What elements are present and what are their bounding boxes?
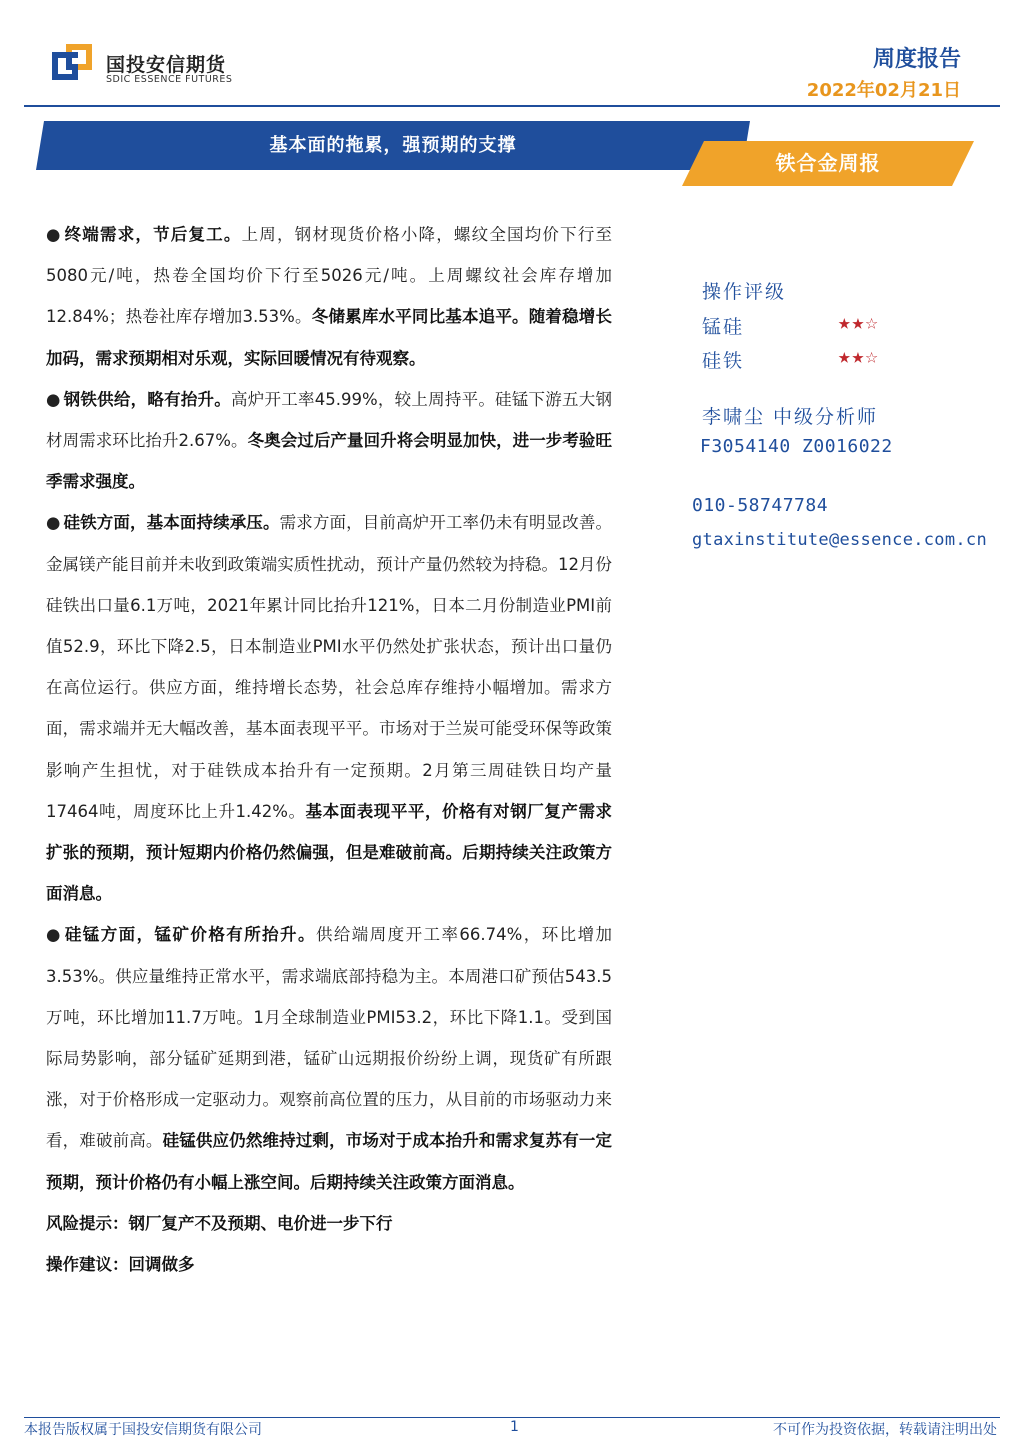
bullet-icon: ● (46, 389, 61, 409)
contact-phone: 010-58747784 (692, 495, 829, 516)
bullet-icon: ● (46, 513, 61, 533)
logo-chinese-name: 国投安信期货 (106, 54, 227, 76)
paragraph-conclusion: 冬奥会过后产量回升将会明显加快，进一步考验旺季需求强度。 (46, 431, 613, 492)
star-rating-icon: ★★☆ (838, 344, 879, 368)
paragraph-text: 高炉开工率45.99%，较上周持平。硅锰下游五大钢材周需求环比抬升2.67%。 (46, 389, 612, 451)
paragraph-text: 上周，钢材现货价格小降，螺纹全国均价下行至5080元/吨，热卷全国均价下行至5026元/吨。上周螺纹社会库存增加12.84%；热卷社库存增加3.53%。 (46, 225, 613, 327)
logo-english-name: SDIC ESSENCE FUTURES (106, 74, 233, 85)
report-date: 2022年02月21日 (806, 80, 961, 101)
footer-divider (24, 1417, 1000, 1418)
header-divider (24, 105, 1000, 107)
bullet-icon: ● (46, 225, 62, 244)
report-title: 基本面的拖累，强预期的支撑 (269, 135, 517, 156)
rating-name: 锰硅 (702, 316, 745, 338)
paragraph-conclusion: 基本面表现平平，价格有对钢厂复产需求扩张的预期，预计短期内价格仍然偏强，但是难破前高。后期持续关注政策方面消息。 (46, 801, 613, 904)
advice-label: 操作建议： (46, 1255, 129, 1275)
analyst-license: F3054140 Z0016022 (700, 436, 893, 457)
paragraph-text: 供给端周度开工率66.74%，环比增加3.53%。供应量维持正常水平，需求端底部持稳为主。本周港口矿预估543.5万吨，环比增加11.7万吨。1月全球制造业PMI53.2，环比下降1.1。受到国际局势影响，部分锰矿延期到港，锰矿山远期报价纷纷上调，现货矿有所跟涨，对于价格形成一定驱动力。观察前高位置的压力，从目前的市场驱动力来看，难破前高。 (46, 925, 613, 1151)
risk-label: 风险提示： (46, 1213, 129, 1233)
rating-row-silicomanganese (702, 312, 922, 338)
paragraph-heading: 钢铁供给，略有抬升。 (63, 389, 232, 409)
risk-warning (46, 1203, 612, 1244)
bullet-icon: ● (46, 925, 62, 945)
paragraph-ferrosilicon (46, 502, 612, 914)
risk-text: 钢厂复产不及预期、电价进一步下行 (128, 1213, 393, 1233)
paragraph-heading: 硅铁方面，基本面持续承压。 (63, 513, 280, 533)
company-logo-icon (52, 44, 92, 82)
paragraph-conclusion: 冬储累库水平同比基本追平。随着稳增长加码，需求预期相对乐观，实际回暖情况有待观察。 (46, 307, 612, 368)
rating-title: 操作评级 (702, 281, 787, 303)
report-type: 周度报告 (872, 47, 961, 72)
paragraph-supply (46, 379, 612, 503)
page-number: 1 (510, 1419, 519, 1435)
paragraph-heading: 硅锰方面，锰矿价格有所抬升。 (64, 925, 316, 945)
operation-advice (46, 1244, 612, 1285)
star-rating-icon: ★★☆ (838, 310, 879, 334)
advice-text: 回调做多 (128, 1255, 195, 1275)
paragraph-silicomanganese (46, 914, 612, 1202)
paragraph-heading: 终端需求，节后复工。 (64, 225, 242, 244)
paragraph-text: 需求方面，目前高炉开工率仍未有明显改善。金属镁产能目前并未收到政策端实质性扰动，预计产量仍然较为持稳。12月份硅铁出口量6.1万吨，2021年累计同比抬升121%，日本二月份制造业PMI前值52.9，环比下降2.5，日本制造业PMI水平仍然处扩张状态，预计出口量仍在高位运行。供应方面，维持增长态势，社会总库存维持小幅增加。需求方面，需求端并无大幅改善，基本面表现平平。市场对于兰炭可能受环保等政策影响产生担忧，对于硅铁成本抬升有一定预期。2月第三周硅铁日均产量17464吨，周度环比上升1.42%。 (46, 513, 613, 821)
analyst-name: 李啸尘 中级分析师 (702, 406, 879, 428)
contact-email[interactable]: gtaxinstitute@essence.com.cn (692, 530, 987, 550)
footer-copyright: 本报告版权属于国投安信期货有限公司 (24, 1422, 262, 1438)
paragraph-conclusion: 硅锰供应仍然维持过剩，市场对于成本抬升和需求复苏有一定预期，预计价格仍有小幅上涨空间。后期持续关注政策方面消息。 (46, 1131, 613, 1192)
footer-disclaimer: 不可作为投资依据，转载请注明出处 (773, 1422, 997, 1438)
report-category: 铁合金周报 (775, 151, 881, 175)
report-body (46, 214, 612, 1285)
rating-row-ferrosilicon (702, 346, 922, 372)
paragraph-demand (46, 214, 612, 379)
rating-name: 硅铁 (702, 350, 745, 372)
